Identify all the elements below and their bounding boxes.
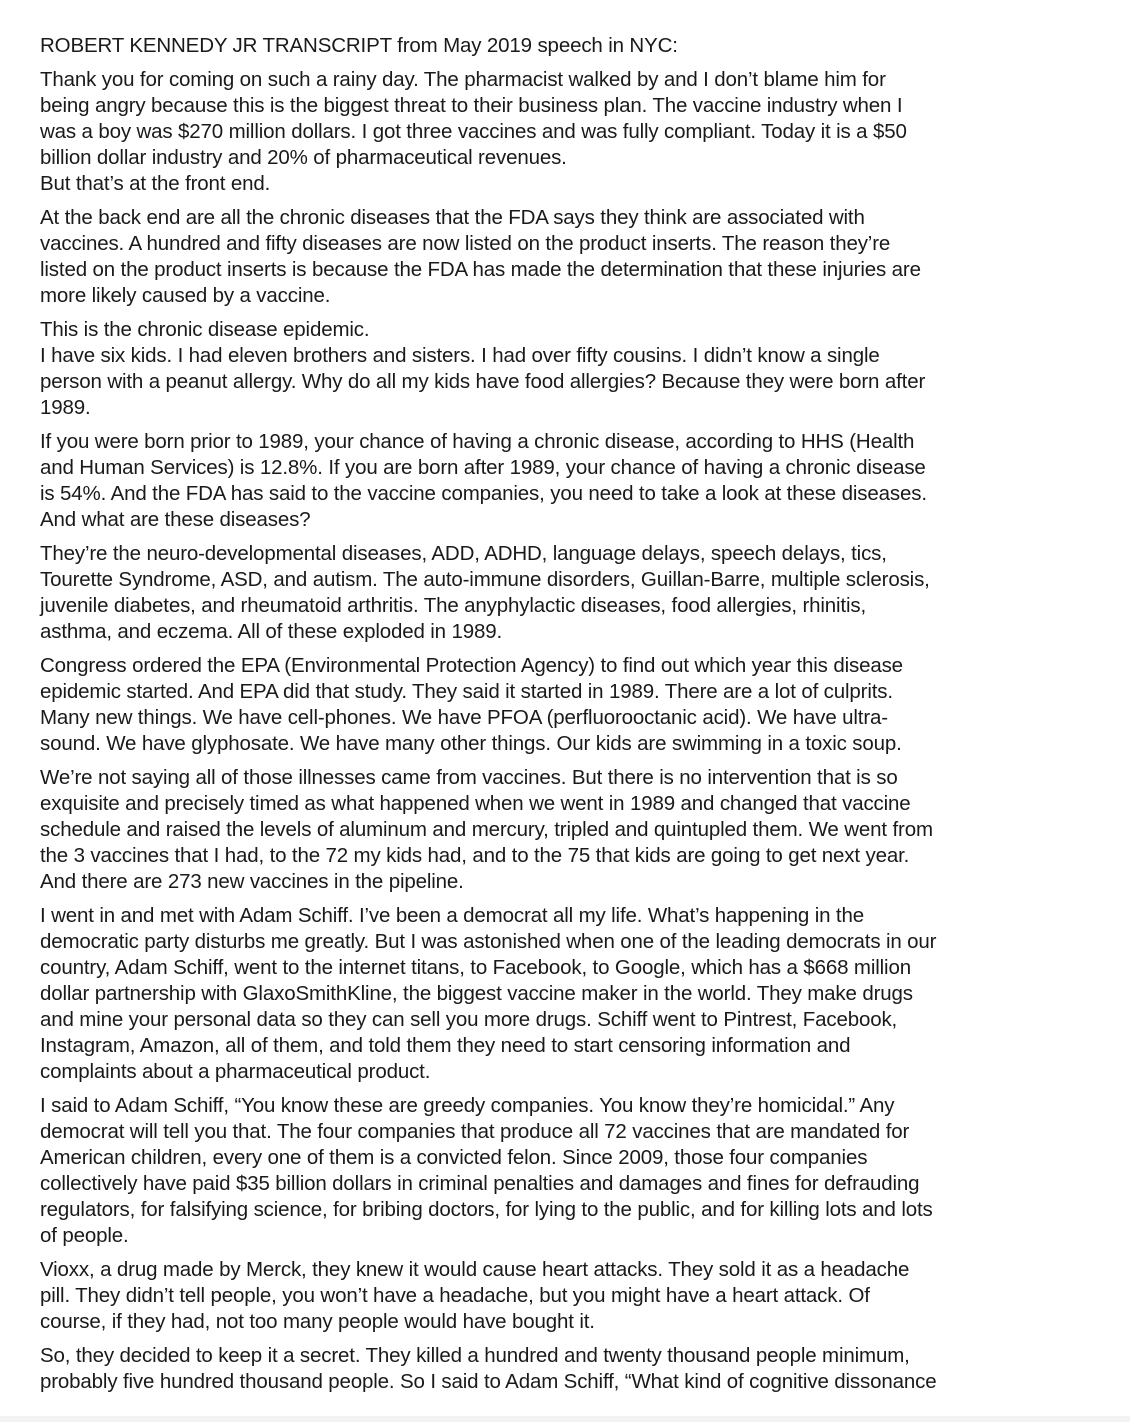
transcript-line: is 54%. And the FDA has said to the vaccine companies, you need to take a look at these diseases. [40, 482, 927, 505]
transcript-line: being angry because this is the biggest threat to their business plan. The vaccine industry when I [40, 94, 903, 117]
transcript-line: So, they decided to keep it a secret. They killed a hundred and twenty thousand people minimum, [40, 1344, 910, 1367]
transcript-page [40, 33, 1040, 1403]
transcript-line: collectively have paid $35 billion dollars in criminal penalties and damages and fines for defrauding [40, 1172, 920, 1195]
transcript-line: epidemic started. And EPA did that study. They said it started in 1989. There are a lot of culprits. [40, 680, 893, 703]
transcript-line: democrat will tell you that. The four companies that produce all 72 vaccines that are mandated for [40, 1120, 910, 1143]
transcript-paragraph [40, 67, 1040, 197]
transcript-line: dollar partnership with GlaxoSmithKline, the biggest vaccine maker in the world. They make drugs [40, 982, 913, 1005]
transcript-line: I have six kids. I had eleven brothers and sisters. I had over fifty cousins. I didn’t know a single [40, 344, 880, 367]
transcript-paragraph [40, 1093, 1040, 1249]
transcript-paragraph [40, 1343, 1040, 1395]
transcript-line: and Human Services) is 12.8%. If you are born after 1989, your chance of having a chronic disease [40, 456, 926, 479]
transcript-paragraph [40, 765, 1040, 895]
transcript-line: and mine your personal data so they can sell you more drugs. Schiff went to Pintrest, Facebook, [40, 1008, 898, 1031]
transcript-line: Thank you for coming on such a rainy day. The pharmacist walked by and I don’t blame him for [40, 68, 886, 91]
transcript-paragraph [40, 1257, 1040, 1335]
transcript-line: If you were born prior to 1989, your chance of having a chronic disease, according to HHS (Health [40, 430, 915, 453]
transcript-line: I went in and met with Adam Schiff. I’ve been a democrat all my life. What’s happening in the [40, 904, 864, 927]
transcript-line: democratic party disturbs me greatly. But I was astonished when one of the leading democrats in our [40, 930, 937, 953]
transcript-line: of people. [40, 1224, 129, 1247]
transcript-line: juvenile diabetes, and rheumatoid arthritis. The anyphylactic diseases, food allergies, rhinitis, [40, 594, 867, 617]
transcript-paragraph [40, 429, 1040, 533]
transcript-paragraph [40, 653, 1040, 757]
transcript-line: American children, every one of them is a convicted felon. Since 2009, those four companies [40, 1146, 868, 1169]
transcript-line: Tourette Syndrome, ASD, and autism. The auto-immune disorders, Guillan-Barre, multiple sclerosis, [40, 568, 930, 591]
transcript-line: complaints about a pharmaceutical product. [40, 1060, 431, 1083]
transcript-line: course, if they had, not too many people would have bought it. [40, 1310, 595, 1333]
transcript-line: regulators, for falsifying science, for bribing doctors, for lying to the public, and for killing lots and lots [40, 1198, 933, 1221]
transcript-line: person with a peanut allergy. Why do all my kids have food allergies? Because they were born after [40, 370, 926, 393]
transcript-paragraph [40, 903, 1040, 1085]
transcript-line: schedule and raised the levels of aluminum and mercury, tripled and quintupled them. We went from [40, 818, 933, 841]
transcript-line: exquisite and precisely timed as what happened when we went in 1989 and changed that vaccine [40, 792, 911, 815]
transcript-line: listed on the product inserts is because the FDA has made the determination that these injuries are [40, 258, 921, 281]
transcript-paragraph [40, 317, 1040, 421]
transcript-line: Vioxx, a drug made by Merck, they knew it would cause heart attacks. They sold it as a headache [40, 1258, 910, 1281]
transcript-line: country, Adam Schiff, went to the internet titans, to Facebook, to Google, which has a $668 million [40, 956, 911, 979]
transcript-paragraph [40, 205, 1040, 309]
transcript-line: vaccines. A hundred and fifty diseases are now listed on the product inserts. The reason they’re [40, 232, 891, 255]
transcript-line: But that’s at the front end. [40, 172, 271, 195]
transcript-line: the 3 vaccines that I had, to the 72 my kids had, and to the 75 that kids are going to get next year. [40, 844, 910, 867]
transcript-line: They’re the neuro-developmental diseases, ADD, ADHD, language delays, speech delays, tics, [40, 542, 887, 565]
transcript-line: 1989. [40, 396, 91, 419]
transcript-line: We’re not saying all of those illnesses came from vaccines. But there is no intervention that is so [40, 766, 898, 789]
transcript-body [40, 67, 1040, 1395]
transcript-line: pill. They didn’t tell people, you won’t have a headache, but you might have a heart attack. Of [40, 1284, 870, 1307]
transcript-line: And what are these diseases? [40, 508, 311, 531]
document-title: ROBERT KENNEDY JR TRANSCRIPT from May 2019 speech in NYC: [40, 34, 678, 57]
page-bottom-edge [0, 1416, 1130, 1422]
transcript-line: At the back end are all the chronic diseases that the FDA says they think are associated with [40, 206, 865, 229]
transcript-line: Congress ordered the EPA (Environmental Protection Agency) to find out which year this disease [40, 654, 903, 677]
transcript-paragraph [40, 541, 1040, 645]
transcript-line: billion dollar industry and 20% of pharmaceutical revenues. [40, 146, 567, 169]
transcript-line: Many new things. We have cell-phones. We have PFOA (perfluorooctanic acid). We have ultra- [40, 706, 888, 729]
transcript-line: I said to Adam Schiff, “You know these are greedy companies. You know they’re homicidal.” Any [40, 1094, 895, 1117]
transcript-line: asthma, and eczema. All of these exploded in 1989. [40, 620, 503, 643]
transcript-line: probably five hundred thousand people. So I said to Adam Schiff, “What kind of cognitive dissonance [40, 1370, 937, 1393]
transcript-line: sound. We have glyphosate. We have many other things. Our kids are swimming in a toxic soup. [40, 732, 902, 755]
transcript-line: more likely caused by a vaccine. [40, 284, 331, 307]
transcript-line: was a boy was $270 million dollars. I got three vaccines and was fully compliant. Today it is a $50 [40, 120, 907, 143]
transcript-line: This is the chronic disease epidemic. [40, 318, 370, 341]
transcript-line: Instagram, Amazon, all of them, and told them they need to start censoring information and [40, 1034, 851, 1057]
transcript-line: And there are 273 new vaccines in the pipeline. [40, 870, 464, 893]
